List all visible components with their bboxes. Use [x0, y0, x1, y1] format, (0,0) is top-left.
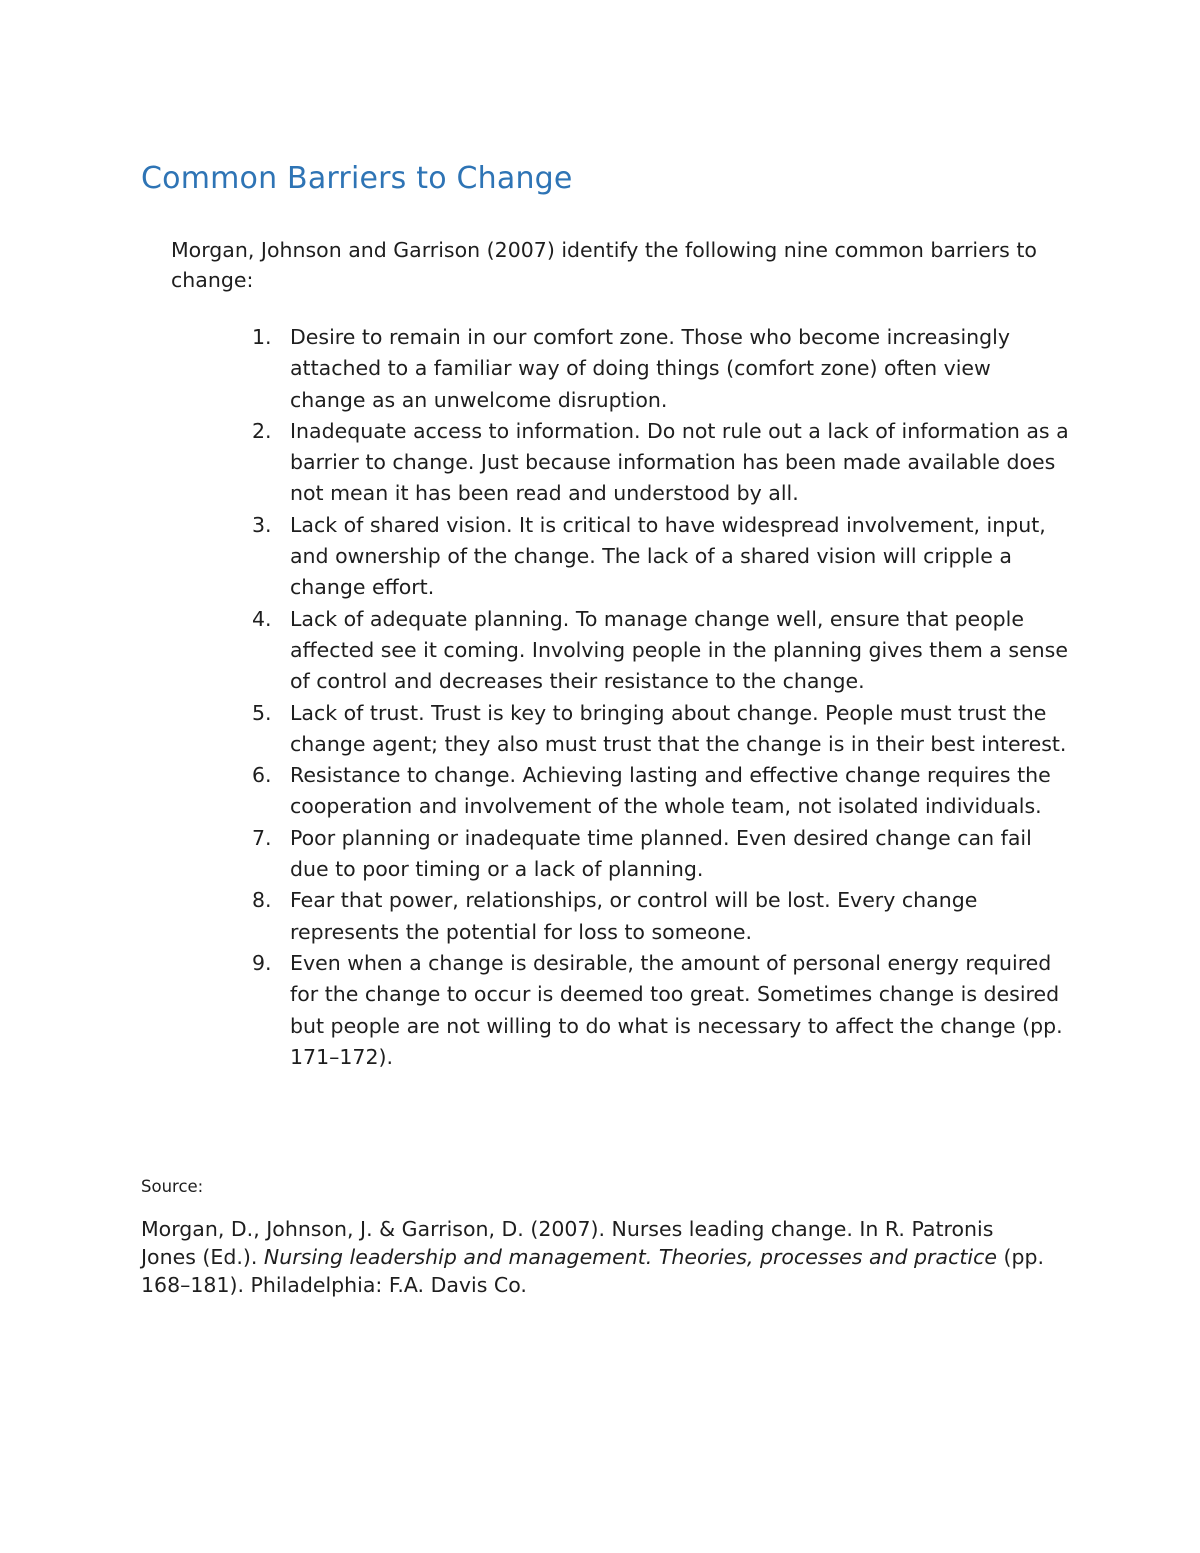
barrier-text: Lack of adequate planning. To manage change well, ensure that people affected see it coming. Involving people in the planning gives them a sense of control and decreases their resistance to the change.	[290, 606, 1068, 694]
barrier-number: 5.	[252, 700, 272, 725]
barrier-item-6	[252, 760, 1072, 823]
barrier-item-1	[252, 322, 1072, 416]
barrier-item-4	[252, 604, 1072, 698]
barrier-number: 8.	[252, 888, 272, 913]
reference-citation	[141, 1215, 1051, 1299]
barrier-item-9	[252, 948, 1072, 1073]
barrier-text: Lack of trust. Trust is key to bringing about change. People must trust the change agent; they also must trust that the change is in their best interest.	[290, 700, 1067, 756]
page-title: Common Barriers to Change	[141, 161, 573, 196]
barrier-number: 9.	[252, 950, 272, 975]
barrier-number: 7.	[252, 825, 272, 850]
barrier-number: 3.	[252, 512, 272, 537]
barrier-item-2	[252, 416, 1072, 510]
reference-book-title: Nursing leadership and management. Theories, processes and practice	[263, 1245, 997, 1269]
barrier-item-3	[252, 510, 1072, 604]
barrier-text: Even when a change is desirable, the amount of personal energy required for the change to occur is deemed too great. Sometimes change is desired but people are not willing to do what is necessary to affect the change (pp. 171–172).	[290, 950, 1063, 1069]
barrier-number: 6.	[252, 763, 272, 788]
barrier-text: Desire to remain in our comfort zone. Those who become increasingly attached to a familiar way of doing things (comfort zone) often view change as an unwelcome disruption.	[290, 325, 1010, 412]
barrier-list	[252, 322, 1072, 1073]
barrier-text: Resistance to change. Achieving lasting and effective change requires the cooperation and involvement of the whole team, not isolated individuals.	[290, 763, 1051, 819]
barrier-item-8	[252, 885, 1072, 948]
reference-pages-publisher: (pp. 168–181). Philadelphia: F.A. Davis Co.	[141, 1245, 1045, 1297]
barrier-number: 4.	[252, 606, 272, 631]
reference-authors: Morgan, D., Johnson, J. & Garrison, D. (2007). Nurses leading change. In R. Patronis Jones (Ed.).	[141, 1217, 994, 1269]
barrier-text: Poor planning or inadequate time planned. Even desired change can fail due to poor timing or a lack of planning.	[290, 825, 1032, 882]
barrier-text: Fear that power, relationships, or control will be lost. Every change represents the potential for loss to someone.	[290, 888, 978, 944]
barrier-number: 2.	[252, 418, 272, 443]
barrier-text: Inadequate access to information. Do not rule out a lack of information as a barrier to change. Just because information has been made available does not mean it has been read and understood by all.	[290, 418, 1069, 506]
barrier-number: 1.	[252, 325, 272, 349]
barrier-text: Lack of shared vision. It is critical to have widespread involvement, input, and ownership of the change. The lack of a shared vision will cripple a change effort.	[290, 512, 1046, 600]
barrier-item-5	[252, 698, 1072, 761]
source-label: Source:	[141, 1177, 204, 1196]
intro-paragraph: Morgan, Johnson and Garrison (2007) identify the following nine common barriers to change:	[171, 238, 1037, 292]
barrier-item-7	[252, 823, 1072, 886]
